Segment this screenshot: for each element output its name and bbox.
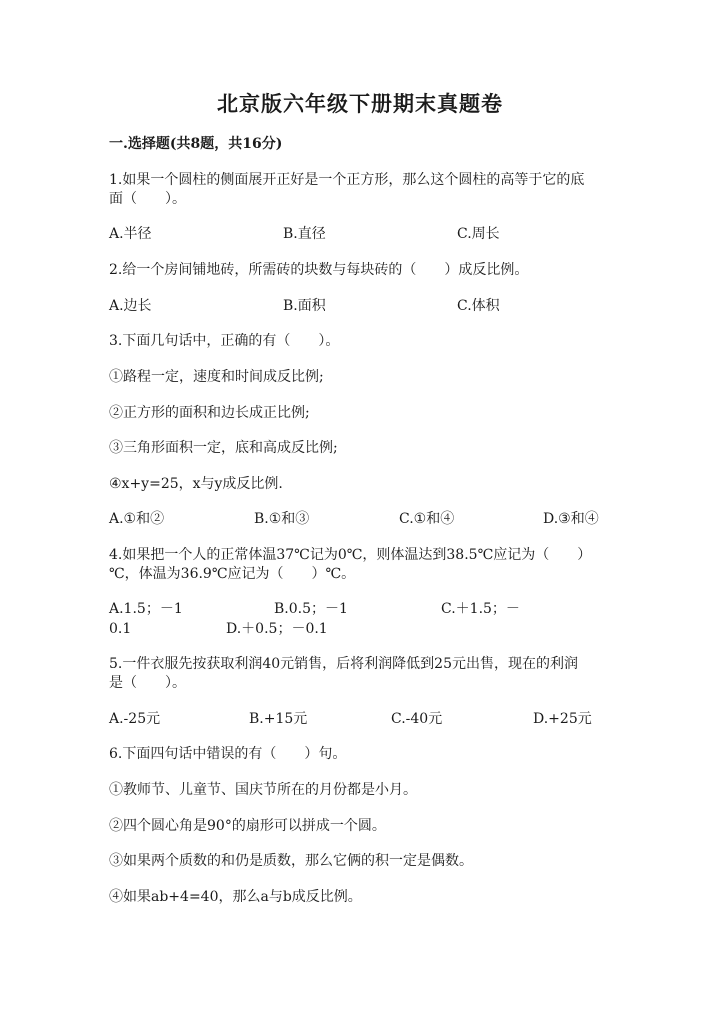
question-1-option-b: B.直径 [283, 226, 326, 242]
section-heading: 一.选择题(共8题，共16分) [109, 136, 283, 152]
question-5-option-d: D.+25元 [533, 711, 592, 727]
question-2-text: 2.给一个房间铺地砖，所需砖的块数与每块砖的（ ）成反比例。 [109, 262, 529, 278]
question-1-text-line2: 面（ ）。 [109, 191, 186, 207]
question-5-text-line2: 是（ ）。 [109, 675, 186, 691]
question-5-option-c: C.-40元 [391, 711, 443, 727]
question-2-option-c: C.体积 [457, 298, 500, 314]
question-4-text-line2: ℃，体温为36.9℃应记为（ ）℃。 [109, 566, 356, 582]
question-4-option-d: D.＋0.5；－0.1 [226, 621, 328, 637]
question-4-option-b: B.0.5；－1 [274, 601, 348, 617]
question-1-text-line1: 1.如果一个圆柱的侧面展开正好是一个正方形，那么这个圆柱的高等于它的底 [109, 172, 585, 188]
question-3-statement-4: ④x+y=25，x与y成反比例. [109, 476, 283, 492]
question-3-statement-1: ①路程一定，速度和时间成反比例; [109, 369, 324, 385]
question-5-text-line1: 5.一件衣服先按获取利润40元销售，后将利润降低到25元出售，现在的利润 [109, 656, 578, 672]
question-6-statement-3: ③如果两个质数的和仍是质数，那么它俩的积一定是偶数。 [109, 853, 473, 869]
question-5-option-a: A.-25元 [109, 711, 161, 727]
question-3-option-d: D.③和④ [543, 511, 599, 527]
question-1-option-a: A.半径 [109, 226, 152, 242]
question-6-text: 6.下面四句话中错误的有（ ）句。 [109, 746, 347, 762]
question-3-text: 3.下面几句话中，正确的有（ ）。 [109, 333, 340, 349]
question-3-statement-2: ②正方形的面积和边长成正比例; [109, 405, 310, 421]
question-3-option-c: C.①和④ [399, 511, 455, 527]
question-4-option-c: C.＋1.5；－ [441, 601, 520, 617]
question-3-option-b: B.①和③ [254, 511, 310, 527]
question-6-statement-4: ④如果ab+4=40，那么a与b成反比例。 [109, 889, 362, 905]
question-4-option-a: A.1.5；－1 [109, 601, 183, 617]
question-3-option-a: A.①和② [109, 511, 165, 527]
question-6-statement-2: ②四个圆心角是90°的扇形可以拼成一个圆。 [109, 818, 386, 834]
question-5-option-b: B.+15元 [249, 711, 308, 727]
question-4-text-line1: 4.如果把一个人的正常体温37℃记为0℃，则体温达到38.5℃应记为（ ） [109, 547, 592, 563]
question-2-option-b: B.面积 [283, 298, 326, 314]
question-1-option-c: C.周长 [457, 226, 500, 242]
question-6-statement-1: ①教师节、儿童节、国庆节所在的月份都是小月。 [109, 782, 417, 798]
page-title: 北京版六年级下册期末真题卷 [217, 91, 503, 116]
question-3-statement-3: ③三角形面积一定，底和高成反比例; [109, 440, 338, 456]
question-4-option-c-continued: 0.1 [109, 621, 132, 637]
question-2-option-a: A.边长 [109, 298, 152, 314]
